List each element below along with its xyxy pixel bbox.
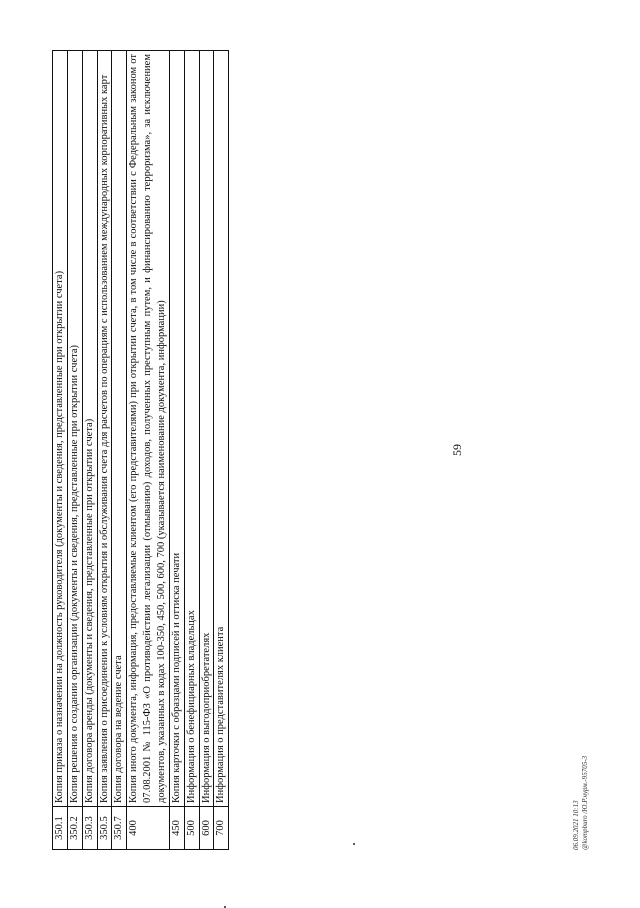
row-code: 350.7 bbox=[112, 807, 127, 850]
row-text: Копия договора аренды (документы и сведения, представленные при открытии счета) bbox=[82, 51, 97, 807]
table-row bbox=[82, 51, 97, 850]
table-row bbox=[112, 51, 127, 850]
row-text: Копия договора на ведение счета bbox=[112, 51, 127, 807]
scan-dot bbox=[353, 843, 355, 845]
page-number: 59 bbox=[450, 444, 464, 456]
table-row bbox=[97, 51, 112, 850]
codes-table bbox=[52, 50, 229, 850]
table-row bbox=[214, 51, 229, 850]
row-text: Копия приказа о назначении на должность руководителя (документы и сведения, представленные при открытии счета) bbox=[53, 51, 68, 807]
row-code: 600 bbox=[199, 807, 214, 850]
table-row bbox=[169, 51, 184, 850]
footer-stamp bbox=[572, 756, 590, 850]
row-code: 500 bbox=[184, 807, 199, 850]
row-text: Информация о бенефициарных владельцах bbox=[184, 51, 199, 807]
footer-date: 06.09.2021 10:13 bbox=[572, 800, 580, 850]
table-row bbox=[53, 51, 68, 850]
row-text: Копия решения о создании организации (документы и сведения, представленные при открытии счета) bbox=[67, 51, 82, 807]
footer-ref: @kompburo /Ю.Р.нурм.-95705-3 bbox=[580, 755, 589, 850]
row-code: 350.1 bbox=[53, 807, 68, 850]
row-text: Копия заявления о присоединении к условиям открытия и обслуживания счета для расчетов по операциям с использованием международных корпоративных карт bbox=[97, 51, 112, 807]
row-code: 400 bbox=[127, 807, 170, 850]
table-row bbox=[67, 51, 82, 850]
table-row bbox=[127, 51, 170, 850]
rotated-content bbox=[50, 50, 630, 850]
table-row bbox=[184, 51, 199, 850]
row-text: Информация о выгодоприобретателях bbox=[199, 51, 214, 807]
row-code: 350.2 bbox=[67, 807, 82, 850]
row-code: 350.3 bbox=[82, 807, 97, 850]
row-text: Копия карточки с образцами подписей и оттиска печати bbox=[169, 51, 184, 807]
row-code: 450 bbox=[169, 807, 184, 850]
table-row bbox=[199, 51, 214, 850]
row-code: 350.5 bbox=[97, 807, 112, 850]
row-text: Информация о представителях клиента bbox=[214, 51, 229, 807]
row-code: 700 bbox=[214, 807, 229, 850]
row-text: Копия иного документа, информация, предоставляемые клиентом (его представителями) при открытии счета, в том числе в соответствии с Федеральным законом от 07.08.2001 № 115-ФЗ «О противодействии легализации (отмыванию) доходов, полученных преступным путем, и финансированию терроризма», за исключением документов, указанных в кодах 100-350, 450, 500, 600, 700 (указывается наименование документа, информации) bbox=[127, 51, 170, 807]
